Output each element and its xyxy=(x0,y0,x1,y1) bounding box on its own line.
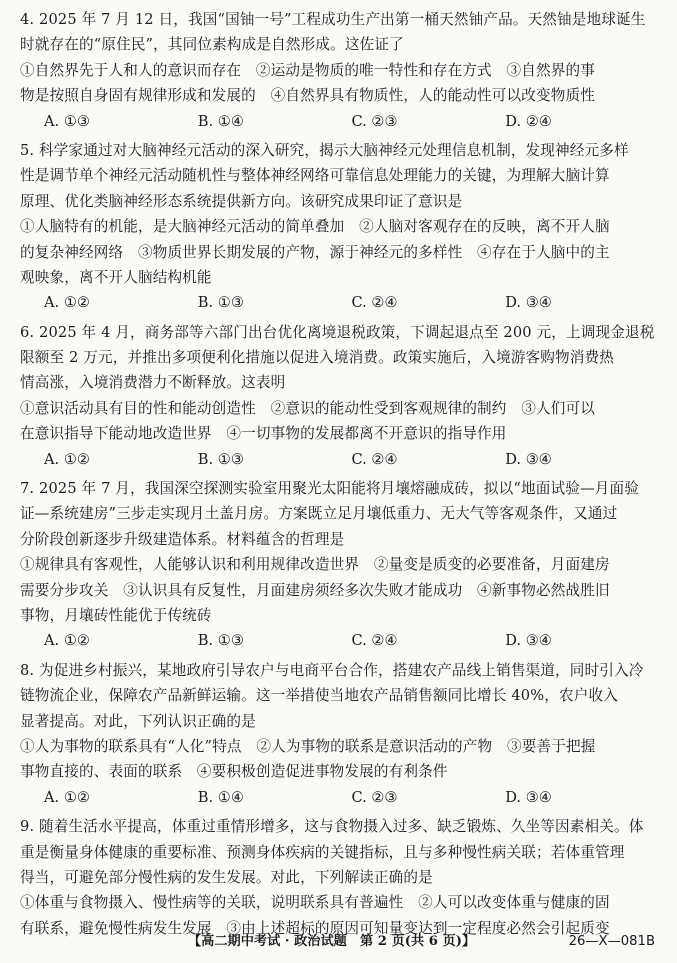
question-text-line: ①体重与食物摄入、慢性病等的关联，说明联系具有普遍性 ②人可以改变体重与健康的固 xyxy=(20,894,610,912)
answer-option: B. ①③ xyxy=(197,632,244,650)
question-stem: 5. 科学家通过对大脑神经元活动的深入研究，揭示大脑神经元处理信息机制，发现神经元多样 xyxy=(20,141,629,159)
answer-option: B. ①③ xyxy=(197,294,244,312)
question-text-line: 时就存在的“原住民”，其同位素构成是自然形成。这佐证了 xyxy=(20,36,404,54)
answer-option: D. ③④ xyxy=(505,632,552,650)
question-text-line: 需要分步攻关 ③认识具有反复性，月面建房须经多次失败才能成功 ④新事物必然战胜旧 xyxy=(20,581,610,599)
question-stem: 8. 为促进乡村振兴，某地政府引导农户与电商平台合作，搭建农产品线上销售渠道，同时引入冷 xyxy=(20,661,644,679)
answer-option: A. ①③ xyxy=(44,112,90,130)
answer-option: D. ③④ xyxy=(505,450,552,468)
question-text-line: 分阶段创新逐步升级建造体系。材料蕴含的哲理是 xyxy=(20,530,345,548)
question-block xyxy=(20,7,659,134)
question-text-line: 限额至 2 万元，并推出多项便利化措施以促进入境消费。政策实施后，入境游客购物消费热 xyxy=(20,349,615,367)
answer-option: B. ①③ xyxy=(197,450,244,468)
footer-title: 【高二期中考试 · 政治试题 第 2 页(共 6 页)】 xyxy=(188,934,476,949)
page-footer xyxy=(0,931,677,953)
answer-option: C. ②③ xyxy=(351,112,398,130)
question-block xyxy=(20,658,659,810)
question-block xyxy=(20,476,659,654)
answer-option: A. ①② xyxy=(44,450,90,468)
question-text-line: ①自然界先于人和人的意识而存在 ②运动是物质的唯一特性和存在方式 ③自然界的事 xyxy=(20,61,596,79)
question-stem: 9. 随着生活水平提高，体重过重情形增多，这与食物摄入过多、缺乏锻炼、久坐等因素相关。体 xyxy=(20,818,644,836)
question-text-line: 物是按照自身固有规律形成和发展的 ④自然界具有物质性，人的能动性可以改变物质性 xyxy=(20,87,596,105)
answer-options xyxy=(20,628,659,653)
answer-option: C. ②③ xyxy=(351,788,398,806)
question-text-line: 事物直接的、表面的联系 ④要积极创造促进事物发展的有利条件 xyxy=(20,763,448,781)
answer-option: D. ③④ xyxy=(505,788,552,806)
question-text-line: 原理、优化类脑神经形态系统提供新方向。该研究成果印证了意识是 xyxy=(20,192,463,210)
answer-options xyxy=(20,785,659,810)
question-text-line: ①意识活动具有目的性和能动创造性 ②意识的能动性受到客观规律的制约 ③人们可以 xyxy=(20,399,596,417)
question-text-line: ①规律具有客观性，人能够认识和利用规律改造世界 ②量变是质变的必要准备，月面建房 xyxy=(20,556,610,574)
question-text-line: 的复杂神经网络 ③物质世界长期发展的产物，源于神经元的多样性 ④存在于人脑中的主 xyxy=(20,243,610,261)
question-text-line: 证—系统建房”三步走实现月土盖月房。方案既立足月壤低重力、无大气等客观条件，又通过 xyxy=(20,505,618,523)
answer-option: C. ②④ xyxy=(351,294,398,312)
question-stem: 7. 2025 年 7 月，我国深空探测实验室用聚光太阳能将月壤熔融成砖，拟以“地面试验—月面验 xyxy=(20,480,639,498)
answer-option: A. ①② xyxy=(44,788,90,806)
question-stem: 4. 2025 年 7 月 12 日，我国“国铀一号”工程成功生产出第一桶天然铀产品。天然铀是地球诞生 xyxy=(20,11,646,28)
answer-option: D. ②④ xyxy=(505,112,552,130)
question-text-line: 链物流企业，保障农产品新鲜运输。这一举措使当地农产品销售额同比增长 40%，农户收入 xyxy=(20,687,618,705)
answer-option: B. ①④ xyxy=(197,788,244,806)
question-text-line: 显著提高。对此，下列认识正确的是 xyxy=(20,712,256,730)
question-text-line: 有联系，避免慢性病发生发展 ③由上述超标的原因可知量变达到一定程度必然会引起质变 xyxy=(20,919,610,937)
question-text-line: ①人脑特有的机能，是大脑神经元活动的简单叠加 ②人脑对客观存在的反映，离不开人脑 xyxy=(20,218,610,236)
question-block xyxy=(20,138,659,316)
question-block xyxy=(20,814,659,941)
question-text-line: 在意识指导下能动地改造世界 ④一切事物的发展都离不开意识的指导作用 xyxy=(20,425,507,443)
answer-option: C. ②④ xyxy=(351,632,398,650)
question-list xyxy=(20,7,659,941)
question-text-line: 观映象，离不开人脑结构机能 xyxy=(20,268,212,286)
answer-option: A. ①② xyxy=(44,632,90,650)
question-text-line: 事物，月壤砖性能优于传统砖 xyxy=(20,606,212,624)
question-block xyxy=(20,320,659,472)
question-text-line: 得当，可避免部分慢性病的发生发展。对此，下列解读正确的是 xyxy=(20,868,433,886)
answer-options xyxy=(20,447,659,472)
answer-options xyxy=(20,290,659,315)
answer-option: A. ①② xyxy=(44,294,90,312)
question-text-line: 情高涨，入境消费潜力不断释放。这表明 xyxy=(20,374,286,392)
answer-option: D. ③④ xyxy=(505,294,552,312)
paper-code: 26—X—081B xyxy=(568,934,655,949)
answer-option: C. ②④ xyxy=(351,450,398,468)
question-text-line: 重是衡量身体健康的重要标准、预测身体疾病的关键指标，且与多种慢性病关联；若体重管理 xyxy=(20,843,625,861)
question-text-line: ①人为事物的联系具有“人化”特点 ②人为事物的联系是意识活动的产物 ③要善于把握 xyxy=(20,737,596,755)
answer-option: B. ①④ xyxy=(197,112,244,130)
answer-options xyxy=(20,109,659,134)
question-text-line: 性是调节单个神经元活动随机性与整体神经网络可靠信息处理能力的关键，为理解大脑计算 xyxy=(20,167,610,185)
question-stem: 6. 2025 年 4 月，商务部等六部门出台优化离境退税政策，下调起退点至 200 元，上调现金退税 xyxy=(20,323,655,341)
